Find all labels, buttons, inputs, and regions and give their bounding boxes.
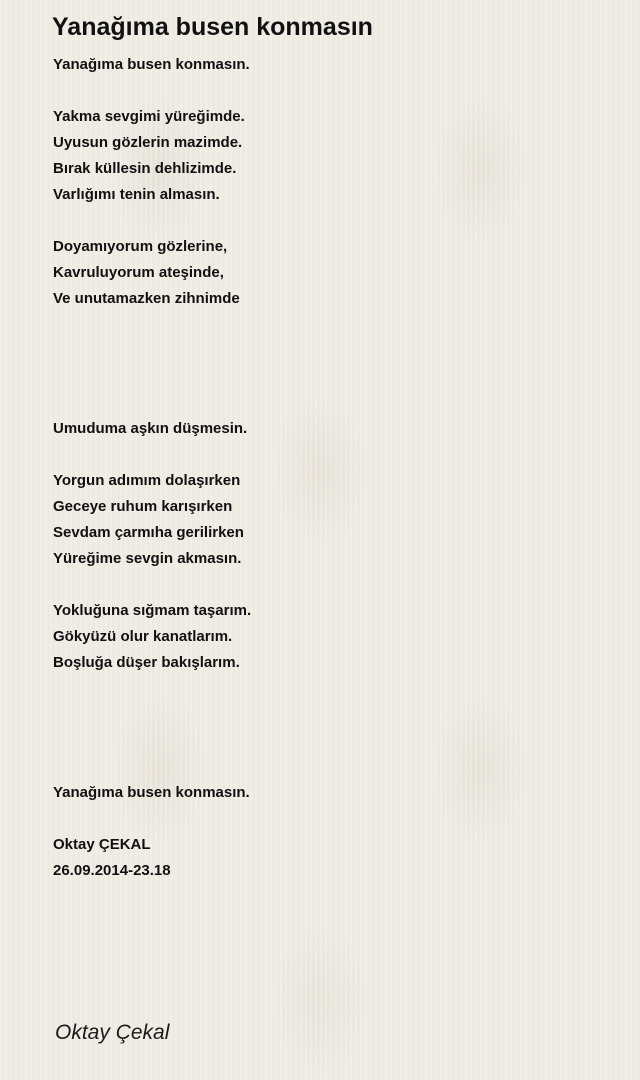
poem-line: Ve unutamazken zihnimde — [53, 290, 240, 307]
poem-line: Yorgun adımım dolaşırken — [53, 472, 241, 489]
stanza-gap — [53, 338, 613, 364]
stanza-gap — [53, 442, 613, 468]
author-signature: Oktay Çekal — [55, 1021, 170, 1044]
poem-line: Oktay ÇEKAL — [53, 836, 151, 853]
poem-line: Sevdam çarmıha gerilirken — [53, 524, 244, 541]
stanza-gap — [53, 390, 613, 416]
poem-body — [53, 52, 613, 884]
poem-line: Doyamıyorum gözlerine, — [53, 238, 228, 255]
poem-line: Yanağıma busen konmasın. — [53, 784, 250, 801]
stanza-gap — [53, 78, 613, 104]
poem-line: Geceye ruhum karışırken — [53, 498, 233, 515]
stanza-gap — [53, 572, 613, 598]
poem-line: Kavruluyorum ateşinde, — [53, 264, 224, 281]
poem-line: Bırak küllesin dehlizimde. — [53, 160, 237, 177]
stanza-gap — [53, 702, 613, 728]
poem-line: Varlığımı tenin almasın. — [53, 186, 220, 203]
stanza-gap — [53, 312, 613, 338]
poem-line: 26.09.2014-23.18 — [53, 862, 171, 879]
poem-line: Uyusun gözlerin mazimde. — [53, 134, 243, 151]
poem-title: Yanağıma busen konmasın — [52, 13, 373, 41]
stanza-gap — [53, 208, 613, 234]
stanza-gap — [53, 754, 613, 780]
poem-line: Yüreğime sevgin akmasın. — [53, 550, 242, 567]
poem-line: Yakma sevgimi yüreğimde. — [53, 108, 245, 125]
poem-line: Yokluğuna sığmam taşarım. — [53, 602, 252, 619]
stanza-gap — [53, 806, 613, 832]
poem-line: Boşluğa düşer bakışlarım. — [53, 654, 240, 671]
stanza-gap — [53, 676, 613, 702]
poem-line: Umuduma aşkın düşmesin. — [53, 420, 248, 437]
poem-line: Yanağıma busen konmasın. — [53, 56, 250, 73]
poem-line: Gökyüzü olur kanatlarım. — [53, 628, 233, 645]
stanza-gap — [53, 364, 613, 390]
stanza-gap — [53, 728, 613, 754]
